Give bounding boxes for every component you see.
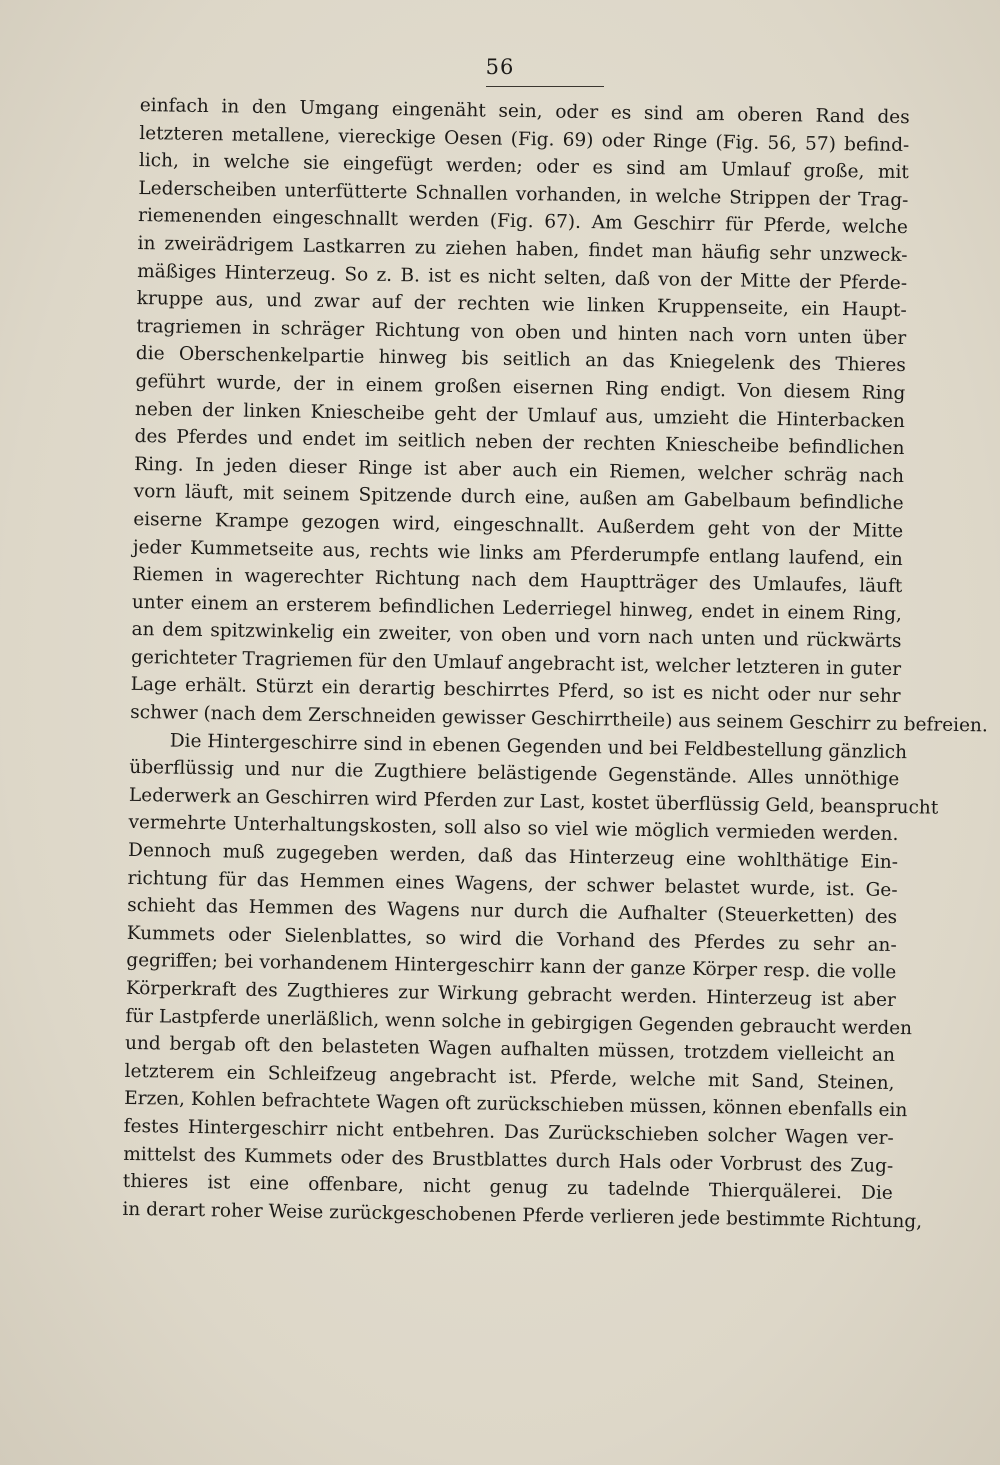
text-line: und bergab oft den belasteten Wagen aufhalten müssen, trotzdem vielleicht an — [124, 1033, 896, 1067]
text-line: unter einem an ersterem befindlichen Lederriegel hinweg, endet in einem Ring, — [131, 591, 903, 625]
text-line: Lage erhält. Stürzt ein derartig beschirrtes Pferd, so ist es nicht oder nur sehr — [130, 674, 901, 708]
text-line: Dennoch muß zugegeben werden, daß das Hinterzeug eine wohlthätige Ein- — [127, 839, 899, 874]
text-line: Riemen in wagerechter Richtung nach dem Hauptträger des Umlaufes, läuft — [132, 564, 903, 598]
text-line: Kummets oder Sielenblattes, so wird die Vorhand des Pferdes zu sehr an- — [126, 922, 897, 956]
text-line: neben der linken Kniescheibe geht der Umlauf aus, umzieht die Hinterbacken — [134, 398, 906, 432]
text-line: Ring. In jeden dieser Ringe ist aber auch ein Riemen, welcher schräg nach — [133, 453, 905, 487]
text-line: Körperkraft des Zugthieres zur Wirkung gebracht werden. Hinterzeug ist aber — [125, 977, 896, 1011]
body-text — [122, 92, 988, 1235]
text-line: vorn läuft, mit seinem Spitzende durch eine, außen am Gabelbaum befindliche — [133, 481, 904, 515]
text-line: die Oberschenkelpartie hinweg bis seitlich an das Kniegelenk des Thieres — [135, 343, 906, 377]
text-line: thieres ist eine offenbare, nicht genug zu tadelnde Thierquälerei. Die — [122, 1171, 893, 1205]
text-line: für Lastpferde unerläßlich, wenn solche in gebirgigen Gegenden gebraucht werden — [125, 1005, 913, 1039]
text-line: des Pferdes und endet im seitlich neben der rechten Kniescheibe befindlichen — [134, 426, 905, 460]
text-line: einfach in den Umgang eingenäht sein, oder es sind am oberen Rand des — [139, 94, 910, 129]
text-line: an dem spitzwinkelig ein zweiter, von oben und vorn nach unten und rückwärts — [131, 619, 902, 653]
text-line: tragriemen in schräger Richtung von oben und hinten nach vorn unten über — [136, 315, 907, 349]
text-line: in zweirädrigem Lastkarren zu ziehen haben, findet man häufig sehr unzweck- — [137, 232, 908, 267]
text-line: gegriffen; bei vorhandenem Hintergeschirr kann der ganze Körper resp. die volle — [126, 950, 897, 984]
text-line: eiserne Krampe gezogen wird, eingeschnallt. Außerdem geht von der Mitte — [133, 508, 904, 542]
text-line: schwer (nach dem Zerschneiden gewisser Geschirrtheile) aus seinem Geschirr zu befreien. — [130, 701, 988, 737]
text-line: lich, in welche sie eingefügt werden; oder es sind am Umlauf große, mit — [138, 150, 909, 184]
page-number: 56 — [485, 55, 515, 79]
text-line: Lederscheiben unterfütterte Schnallen vorhanden, in welche Strippen der Trag- — [138, 177, 909, 211]
text-line: überflüssig und nur die Zugthiere belästigende Gegenstände. Alles unnöthige — [129, 757, 900, 791]
text-line: mäßiges Hinterzeug. So z. B. ist es nicht selten, daß von der Mitte der Pferde- — [137, 260, 908, 294]
text-line: mittelst des Kummets oder des Brustblattes durch Hals oder Vorbrust des Zug- — [123, 1143, 894, 1177]
text-line: jeder Kummetseite aus, rechts wie links am Pferderumpfe entlang laufend, ein — [132, 536, 903, 570]
text-line: Lederwerk an Geschirren wird Pferden zur Last, kostet überflüssig Geld, beansprucht — [128, 784, 939, 819]
text-line: vermehrte Unterhaltungskosten, soll also so viel wie möglich vermieden werden. — [128, 812, 899, 846]
text-line: gerichteter Tragriemen für den Umlauf angebracht ist, welcher letzteren in guter — [130, 646, 902, 680]
text-line: schieht das Hemmen des Wagens nur durch die Aufhalter (Steuerketten) des — [127, 895, 898, 929]
text-line: geführt wurde, der in einem großen eisernen Ring endigt. Von diesem Ring — [135, 370, 906, 404]
text-line: in derart roher Weise zurückgeschobenen Pferde verlieren jede bestimmte Richtung, — [122, 1198, 923, 1233]
text-line: kruppe aus, und zwar auf der rechten wie linken Kruppenseite, ein Haupt- — [136, 288, 907, 322]
text-line: richtung für das Hemmen eines Wagens, der schwer belastet wurde, ist. Ge- — [127, 867, 898, 901]
text-line: letzterem ein Schleifzeug angebracht ist. Pferde, welche mit Sand, Steinen, — [124, 1060, 895, 1094]
text-line: riemenenden eingeschnallt werden (Fig. 67). Am Geschirr für Pferde, welche — [137, 205, 909, 239]
text-line: Erzen, Kohlen befrachtete Wagen oft zurückschieben müssen, können ebenfalls ein — [124, 1088, 908, 1122]
header-rule — [486, 86, 604, 87]
text-line: letzteren metallene, viereckige Oesen (Fig. 69) oder Ringe (Fig. 56, 57) befind- — [139, 122, 910, 156]
text-line: festes Hintergeschirr nicht entbehren. Das Zurückschieben solcher Wagen ver- — [123, 1115, 894, 1149]
text-line: Die Hintergeschirre sind in ebenen Gegenden und bei Feldbestellung gänzlich — [169, 730, 908, 763]
